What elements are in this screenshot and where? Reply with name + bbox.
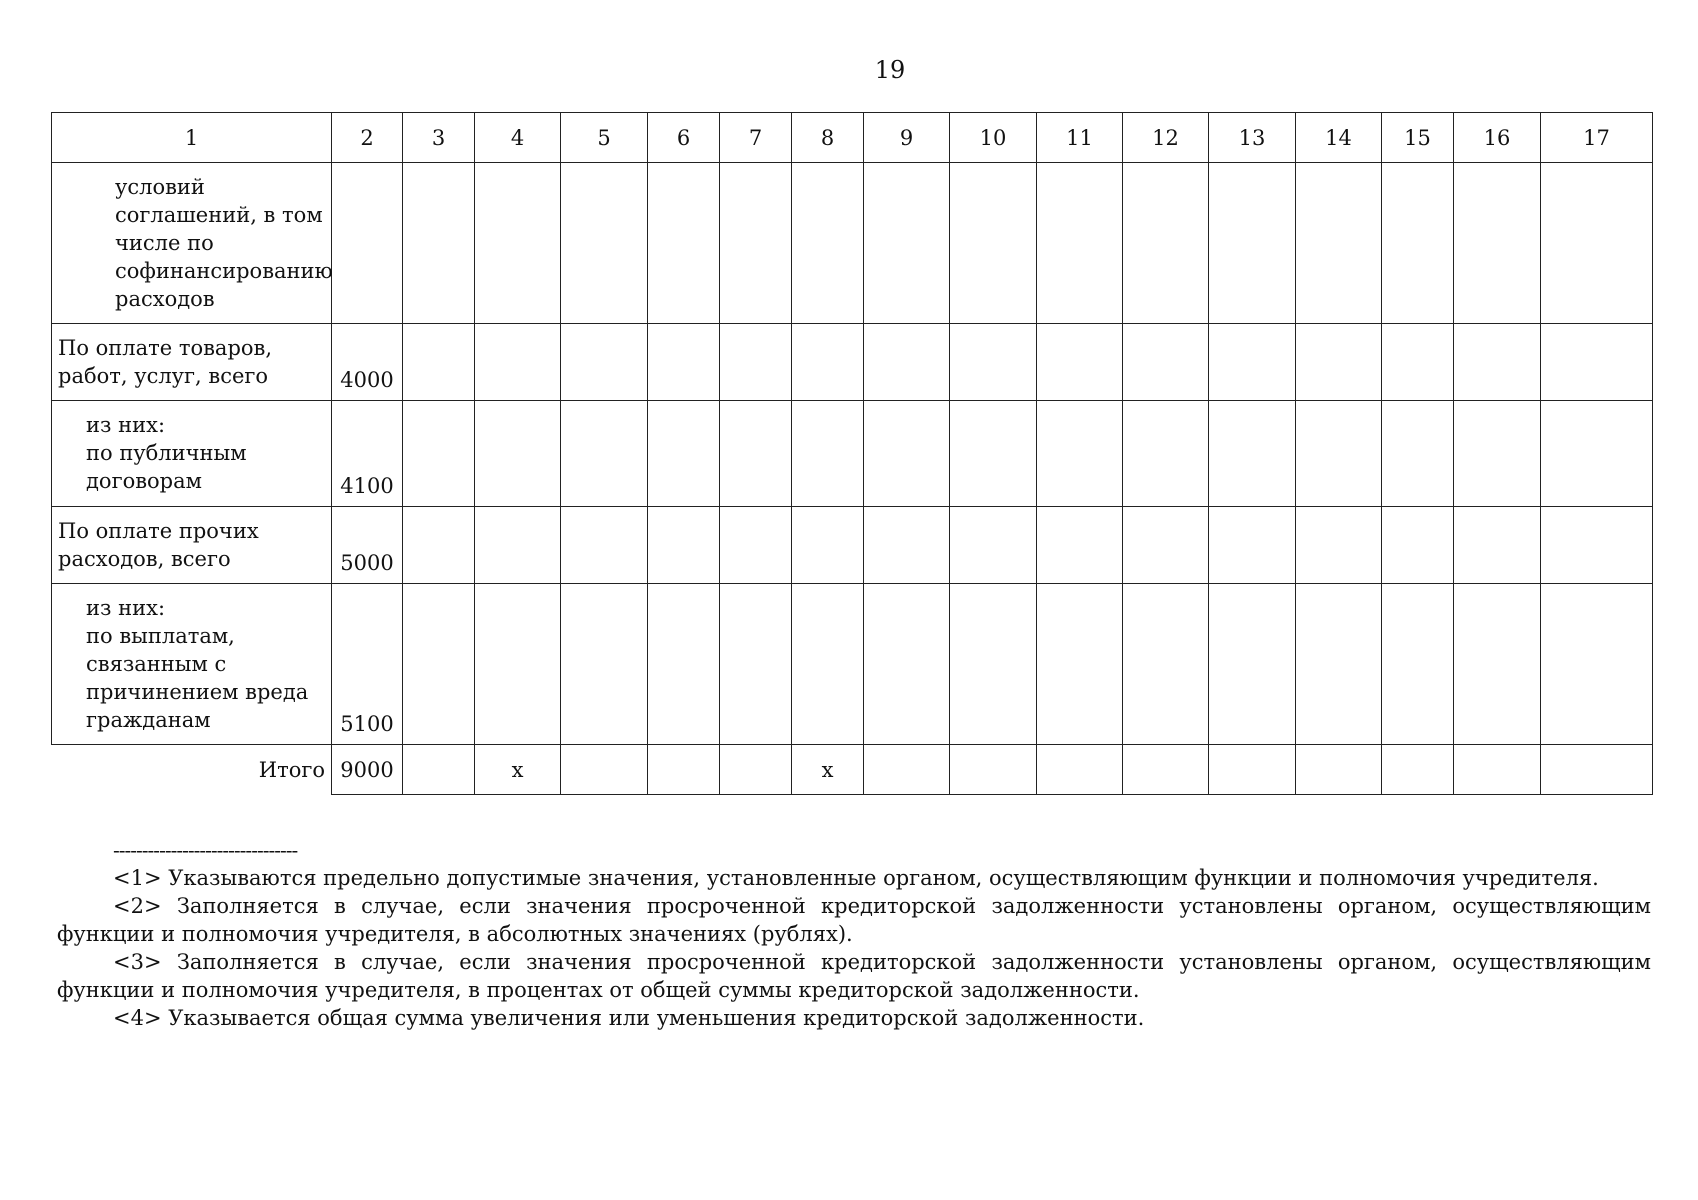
table-cell [1123, 401, 1209, 507]
column-number-9: 9 [864, 113, 950, 163]
footnote-separator: -------------------------------- [113, 838, 298, 862]
table-cell [792, 401, 864, 507]
table-cell [864, 507, 950, 584]
table-cell [403, 401, 475, 507]
table-cell [1209, 401, 1296, 507]
table-cell [1037, 401, 1123, 507]
table-cell [792, 584, 864, 745]
table-cell [1382, 163, 1454, 324]
column-number-16: 16 [1454, 113, 1541, 163]
table-cell [1541, 401, 1653, 507]
column-number-11: 11 [1037, 113, 1123, 163]
table-cell [1296, 324, 1382, 401]
table-cell [1123, 324, 1209, 401]
debt-report-table [51, 112, 1653, 795]
table-cell [561, 324, 648, 401]
table-cell [1037, 507, 1123, 584]
total-cell: x [475, 745, 561, 795]
table-cell [1037, 163, 1123, 324]
table-cell [720, 163, 792, 324]
table-cell [950, 324, 1037, 401]
table-cell [1454, 401, 1541, 507]
total-row [52, 745, 1653, 795]
column-number-2: 2 [332, 113, 403, 163]
table-cell [792, 163, 864, 324]
row-label: из них: по публичным договорам [52, 401, 332, 507]
table-cell [1296, 163, 1382, 324]
table-cell [1209, 507, 1296, 584]
table-cell [1541, 163, 1653, 324]
total-cell [1123, 745, 1209, 795]
table-cell [475, 163, 561, 324]
total-cell [1454, 745, 1541, 795]
table-cell [561, 163, 648, 324]
row-label: из них: по выплатам, связанным с причинением вреда гражданам [52, 584, 332, 745]
table-cell [864, 401, 950, 507]
table-row [52, 507, 1653, 584]
column-number-8: 8 [792, 113, 864, 163]
total-cell [1541, 745, 1653, 795]
table-cell [1454, 324, 1541, 401]
table-cell [1296, 584, 1382, 745]
column-number-15: 15 [1382, 113, 1454, 163]
row-code: 4100 [332, 401, 403, 507]
table-cell [950, 163, 1037, 324]
table-cell [1382, 401, 1454, 507]
total-cell [1037, 745, 1123, 795]
table-cell [403, 163, 475, 324]
table-cell [1123, 507, 1209, 584]
row-label: По оплате прочих расходов, всего [52, 507, 332, 584]
table-cell [1382, 324, 1454, 401]
total-cell [864, 745, 950, 795]
table-cell [648, 401, 720, 507]
table-cell [561, 507, 648, 584]
footnotes [57, 864, 1651, 1032]
total-cell [1209, 745, 1296, 795]
table-cell [561, 584, 648, 745]
column-number-row [52, 113, 1653, 163]
column-number-7: 7 [720, 113, 792, 163]
total-cell [403, 745, 475, 795]
table-cell [720, 401, 792, 507]
total-code: 9000 [332, 745, 403, 795]
table-cell [950, 401, 1037, 507]
table-cell [1209, 584, 1296, 745]
column-number-4: 4 [475, 113, 561, 163]
footnote: <1> Указываются предельно допустимые значения, установленные органом, осуществляющим функции и полномочия учредителя. [113, 866, 1599, 890]
table-cell [403, 507, 475, 584]
table-cell [403, 584, 475, 745]
table-cell [1382, 584, 1454, 745]
table-cell [1209, 324, 1296, 401]
column-number-6: 6 [648, 113, 720, 163]
row-label: условий соглашений, в том числе по софинансированию расходов [52, 163, 332, 324]
column-number-13: 13 [1209, 113, 1296, 163]
table-cell [792, 507, 864, 584]
row-code: 5000 [332, 507, 403, 584]
table-row [52, 324, 1653, 401]
table-cell [864, 324, 950, 401]
table-cell [1541, 507, 1653, 584]
table-cell [1037, 324, 1123, 401]
column-number-10: 10 [950, 113, 1037, 163]
column-number-3: 3 [403, 113, 475, 163]
table-cell [475, 324, 561, 401]
table-cell [1296, 401, 1382, 507]
table-row [52, 163, 1653, 324]
table-cell [950, 584, 1037, 745]
table-cell [1454, 163, 1541, 324]
table-row [52, 401, 1653, 507]
column-number-1: 1 [52, 113, 332, 163]
table-cell [864, 584, 950, 745]
table-cell [720, 584, 792, 745]
table-cell [1454, 507, 1541, 584]
total-label: Итого [52, 745, 332, 795]
total-cell [950, 745, 1037, 795]
table-cell [1541, 584, 1653, 745]
table-cell [561, 401, 648, 507]
table-cell [403, 324, 475, 401]
table-cell [950, 507, 1037, 584]
row-code: 5100 [332, 584, 403, 745]
table-cell [720, 324, 792, 401]
total-cell [648, 745, 720, 795]
column-number-14: 14 [1296, 113, 1382, 163]
footnote: <3> Заполняется в случае, если значения просроченной кредиторской задолженности установлены органом, осуществляющим функции и полномочия учредителя, в процентах от общей суммы кредиторской задолженности. [57, 950, 1651, 1002]
table-cell [792, 324, 864, 401]
table-cell [1123, 584, 1209, 745]
table-cell [648, 324, 720, 401]
row-code: 4000 [332, 324, 403, 401]
column-number-17: 17 [1541, 113, 1653, 163]
row-code [332, 163, 403, 324]
total-cell [1382, 745, 1454, 795]
column-number-12: 12 [1123, 113, 1209, 163]
total-cell [720, 745, 792, 795]
table-cell [1541, 324, 1653, 401]
column-number-5: 5 [561, 113, 648, 163]
total-cell [1296, 745, 1382, 795]
table-cell [648, 163, 720, 324]
footnote: <4> Указывается общая сумма увеличения или уменьшения кредиторской задолженности. [113, 1006, 1145, 1030]
table-cell [1209, 163, 1296, 324]
table-cell [1454, 584, 1541, 745]
table-cell [720, 507, 792, 584]
table-cell [1382, 507, 1454, 584]
table-cell [648, 584, 720, 745]
table-cell [1296, 507, 1382, 584]
table-row [52, 584, 1653, 745]
table-cell [475, 401, 561, 507]
page-number: 19 [874, 56, 906, 84]
footnote: <2> Заполняется в случае, если значения просроченной кредиторской задолженности установлены органом, осуществляющим функции и полномочия учредителя, в абсолютных значениях (рублях). [57, 894, 1651, 946]
table-cell [475, 507, 561, 584]
total-cell [561, 745, 648, 795]
table-cell [648, 507, 720, 584]
table-cell [1123, 163, 1209, 324]
table-cell [1037, 584, 1123, 745]
table-cell [864, 163, 950, 324]
row-label: По оплате товаров, работ, услуг, всего [52, 324, 332, 401]
total-cell: x [792, 745, 864, 795]
table-cell [475, 584, 561, 745]
